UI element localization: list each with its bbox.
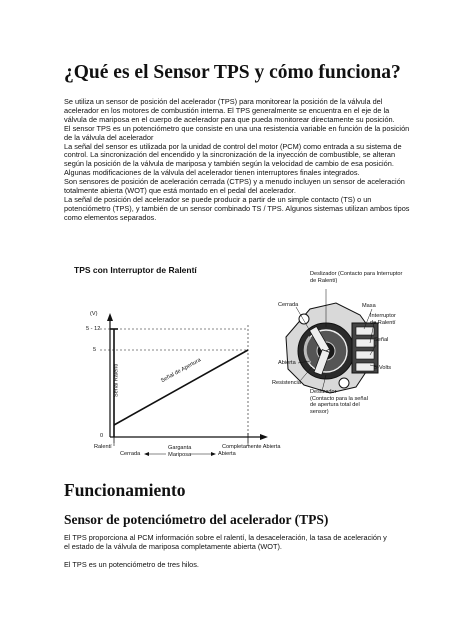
- aperture-signal-label: Señal de Apertura: [160, 357, 203, 385]
- callout-senal: Señal: [374, 337, 389, 343]
- terminal-pin: [356, 351, 374, 359]
- x-label-completamente: Completamente Abierta: [222, 444, 281, 450]
- x-label-cerrada: Cerrada: [120, 451, 141, 457]
- callout-slider-idle: Deslizador (Contacto para Interruptor de Ralentí): [310, 271, 403, 284]
- intro-paragraph: Son sensores de posición de aceleración cerrada (CTPS) y a menudo incluyen un sensor de aceleración totalmente abierta (WOT) que está montado en el pedal del acelerador.: [64, 177, 405, 196]
- callout-cerrada: Cerrada: [278, 302, 299, 308]
- callout-abierta: Abierta: [278, 360, 296, 366]
- figure-title: TPS con Interruptor de Ralentí: [74, 265, 197, 275]
- callout-5volts: 5-Volts: [374, 365, 392, 371]
- x-label-ralenti: Ralentí: [94, 444, 112, 450]
- callout-slider-signal: Deslizador (Contacto para la señal de apertura total del sensor): [310, 389, 368, 415]
- tps-figure: [64, 265, 414, 470]
- callout-interruptor: Interruptor de Ralentí: [370, 313, 396, 326]
- terminal-pin: [356, 363, 374, 371]
- intro-paragraph: La señal del sensor es utilizada por la unidad de control del motor (PCM) como entrada a su sistema de control. La sincronización del encendido y la sincronización de la inyección de combustible, se alteran según la posición de la válvula de mariposa y también según la velocidad de cambio de esa posición.: [64, 141, 402, 169]
- y-unit-label: (V): [90, 311, 98, 317]
- intro-paragraph: El sensor TPS es un potenciómetro que consiste en una una resistencia variable en función de la posición de la válvula del acelerador: [64, 123, 410, 142]
- intro-paragraph: Algunas modificaciones de la válvula del acelerador tienen interruptores finales integrados.: [64, 168, 360, 178]
- idle-signal-label: Señal Ralentí: [113, 363, 120, 398]
- subsection-text: [64, 533, 394, 569]
- mount-hole: [339, 378, 349, 388]
- subsection-heading: Sensor de potenciómetro del acelerador (TPS): [64, 512, 329, 527]
- x-label-garganta: Garganta Mariposa: [168, 445, 192, 458]
- x-label-abierta: Abierta: [218, 451, 236, 457]
- subsection-paragraph: El TPS proporciona al PCM información sobre el ralentí, la desaceleración, la tasa de aceleración y el estado de la válvula de mariposa completamente abierta (WOT).: [64, 533, 387, 551]
- mount-hole: [299, 314, 309, 324]
- y-tick-mid: 5: [93, 347, 97, 353]
- intro-text: [64, 98, 414, 223]
- subsection-paragraph: El TPS es un potenciómetro de tres hilos.: [64, 560, 199, 569]
- callout-masa: Masa: [362, 303, 376, 309]
- page-title: ¿Qué es el Sensor TPS y cómo funciona?: [64, 62, 401, 83]
- y-tick-top: 5 - 12: [86, 326, 101, 332]
- intro-paragraph: Se utiliza un sensor de posición del acelerador (TPS) para monitorear la posición de la válvula del acelerador en los motores de combustión interna. El TPS generalmente se encuentra en el eje de la válvula de mariposa en el cuerpo de acelerador para que pueda monitorear directamente su posición.: [64, 97, 395, 124]
- tps-sensor-drawing: [64, 265, 414, 470]
- section-heading: Funcionamiento: [64, 480, 186, 500]
- y-tick-zero: 0: [100, 433, 104, 439]
- terminal-pin: [356, 339, 374, 347]
- terminal-pin: [356, 327, 374, 335]
- intro-paragraph: La señal de posición del acelerador se puede producir a partir de un simple contacto (TS) o un potenciómetro (TPS), y también de un sensor combinado TS / TPS. Algunos sistemas utilizan ambos tipos como elementos separados.: [64, 194, 410, 222]
- callout-resistencia: Resistencia: [272, 380, 301, 386]
